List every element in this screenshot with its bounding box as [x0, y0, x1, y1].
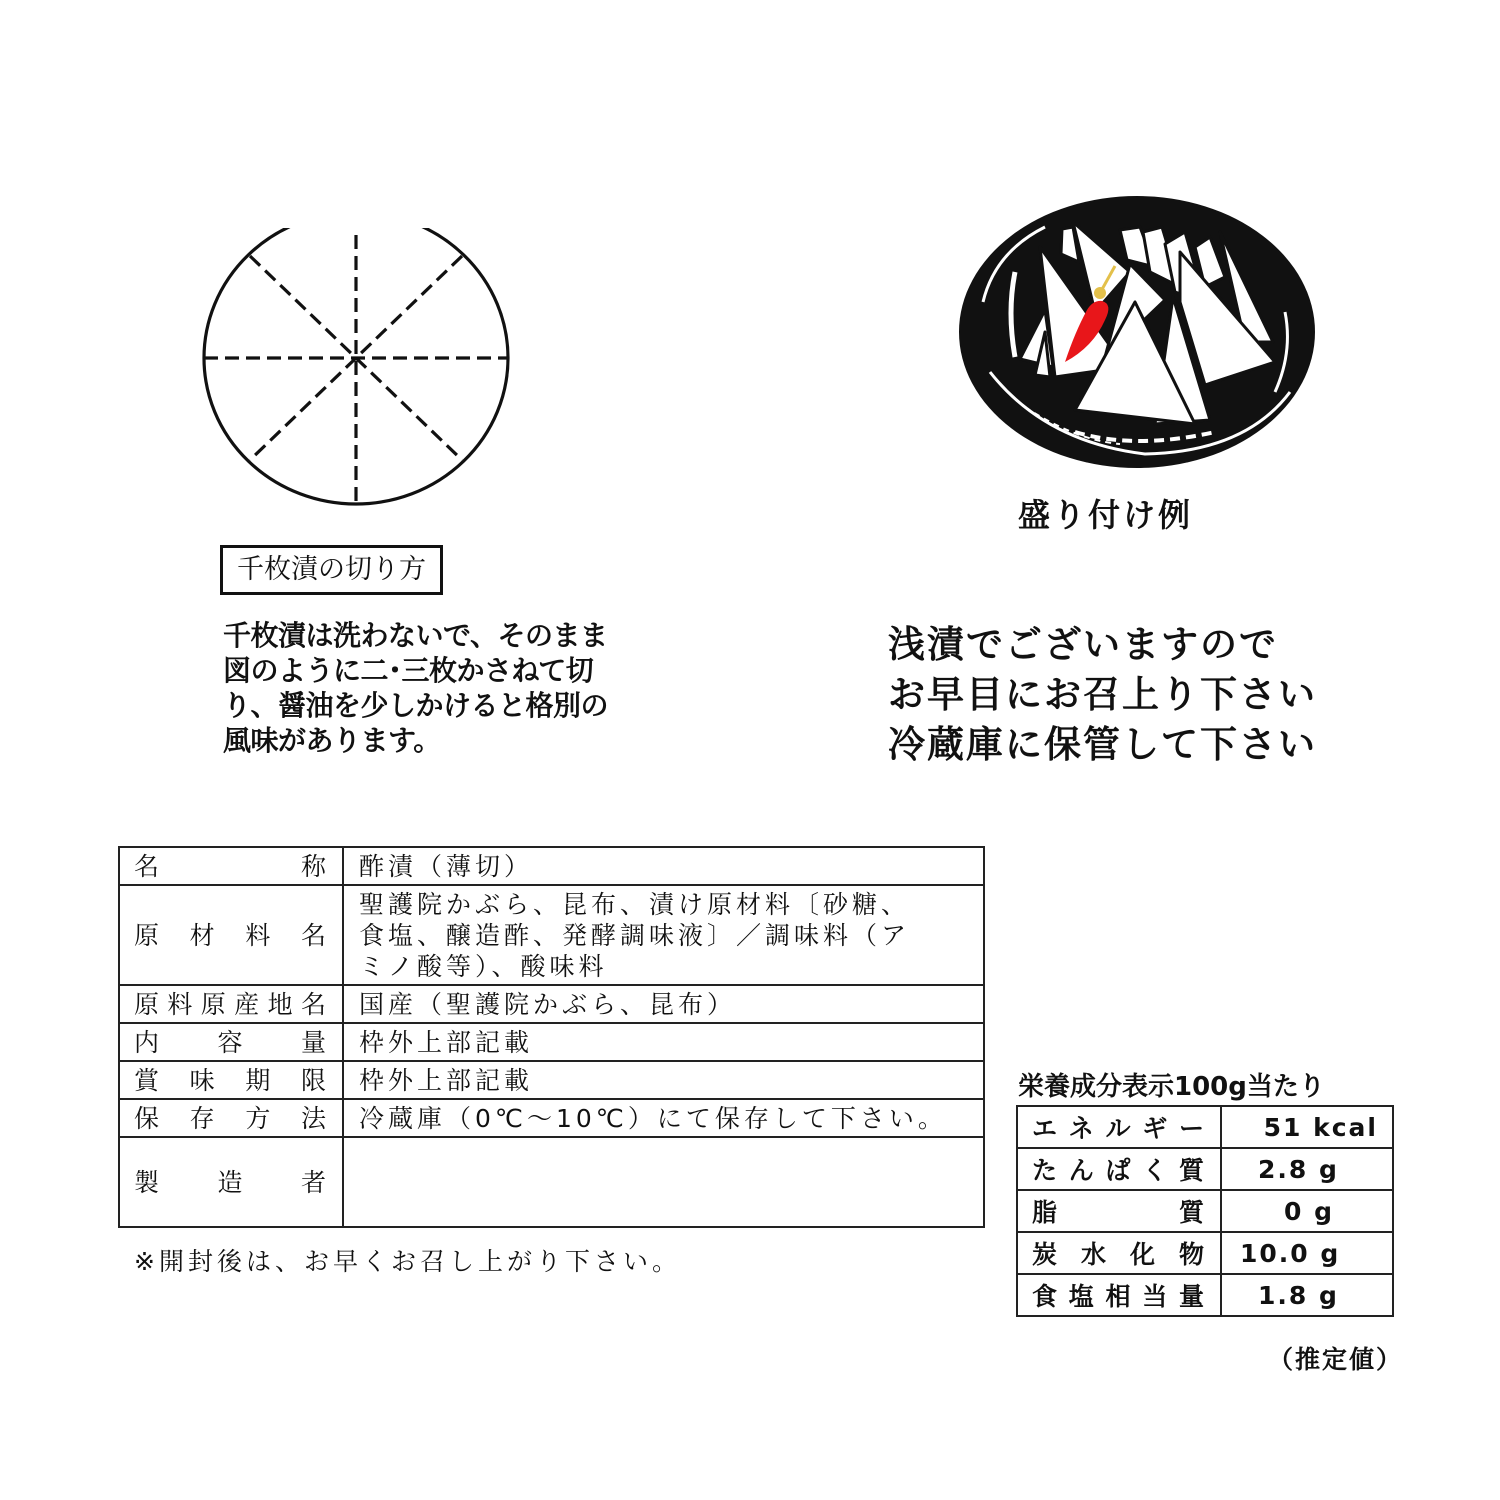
nutrition-table	[1016, 1105, 1394, 1317]
circle-cut-diagram-icon	[200, 228, 512, 518]
cutting-instructions	[223, 618, 653, 758]
label-key: 原材料名	[119, 885, 343, 985]
cutting-guide-title: 千枚漬の切り方	[220, 545, 443, 595]
opening-footnote: ※開封後は、お早くお召し上がり下さい。	[134, 1247, 681, 1276]
ingredient-line: 聖護院かぶら、昆布、漬け原材料〔砂糖、	[359, 889, 911, 919]
table-row	[1017, 1106, 1393, 1148]
nutrient-value: 2.8 g	[1221, 1148, 1393, 1190]
table-row	[119, 985, 984, 1023]
label-value: 酢漬（薄切）	[343, 847, 984, 885]
label-value: 枠外上部記載	[343, 1023, 984, 1061]
table-row	[1017, 1232, 1393, 1274]
label-value	[343, 1137, 984, 1227]
nutrient-value: 1.8 g	[1221, 1274, 1393, 1316]
label-key: 内容量	[119, 1023, 343, 1061]
nutrient-name: エネルギー	[1017, 1106, 1221, 1148]
table-row	[119, 1137, 984, 1227]
label-value: 冷蔵庫（0℃～10℃）にて保存して下さい。	[343, 1099, 984, 1137]
nutrient-name: たんぱく質	[1017, 1148, 1221, 1190]
serving-example-caption: 盛り付け例	[1018, 496, 1194, 534]
ingredient-line: ミノ酸等）、酸味料	[359, 951, 608, 981]
label-value: 枠外上部記載	[343, 1061, 984, 1099]
notice-line: お早目にお召上り下さい	[888, 673, 1317, 716]
estimate-note: （推定値）	[1268, 1345, 1404, 1374]
nutrient-name: 炭水化物	[1017, 1232, 1221, 1274]
table-row	[1017, 1148, 1393, 1190]
table-row	[119, 1023, 984, 1061]
instruction-line: り、醤油を少しかけると格別の	[223, 689, 609, 722]
label-key: 原料原産地名	[119, 985, 343, 1023]
label-value	[343, 885, 984, 985]
nutrient-value: 0 g	[1221, 1190, 1393, 1232]
table-row	[119, 847, 984, 885]
table-row	[119, 1099, 984, 1137]
product-label-table	[118, 846, 985, 1228]
label-value: 国産（聖護院かぶら、昆布）	[343, 985, 984, 1023]
table-row	[1017, 1190, 1393, 1232]
table-row	[1017, 1274, 1393, 1316]
instruction-line: 図のように二･三枚かさねて切	[223, 654, 594, 687]
label-key: 賞味期限	[119, 1061, 343, 1099]
ingredient-line: 食塩、醸造酢、発酵調味液〕／調味料（ア	[359, 920, 911, 950]
instruction-line: 風味があります。	[223, 724, 441, 757]
pickle-bowl-icon	[955, 192, 1320, 482]
table-row	[119, 1061, 984, 1099]
notice-line: 浅漬でございますので	[888, 623, 1278, 666]
label-key: 保存方法	[119, 1099, 343, 1137]
nutrition-title: 栄養成分表示100g当たり	[1018, 1072, 1325, 1102]
instruction-line: 千枚漬は洗わないで、そのまま	[223, 619, 608, 652]
nutrient-value: 10.0 g	[1221, 1232, 1393, 1274]
table-row	[119, 885, 984, 985]
label-key: 名称	[119, 847, 343, 885]
nutrient-name: 脂質	[1017, 1190, 1221, 1232]
label-key: 製造者	[119, 1137, 343, 1227]
freshness-notice	[888, 620, 1317, 770]
nutrient-value: 51 kcal	[1221, 1106, 1393, 1148]
nutrient-name: 食塩相当量	[1017, 1274, 1221, 1316]
notice-line: 冷蔵庫に保管して下さい	[888, 723, 1317, 766]
